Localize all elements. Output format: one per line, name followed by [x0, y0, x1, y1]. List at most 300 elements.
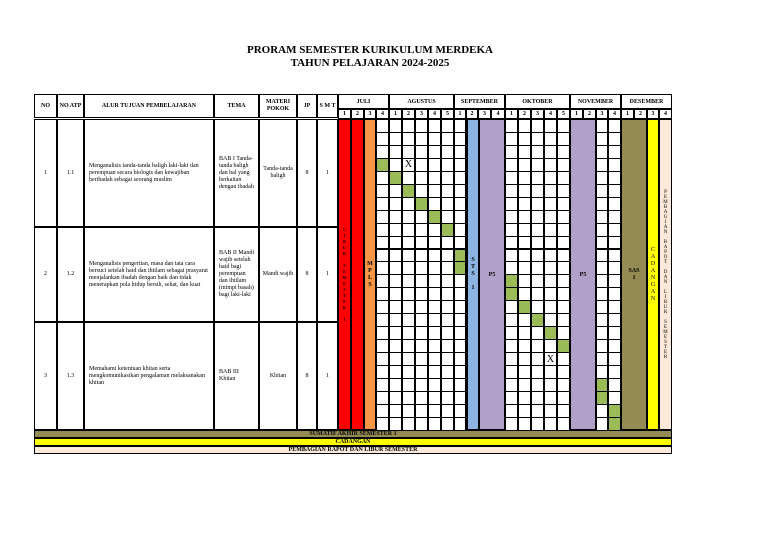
week-cell	[441, 145, 454, 159]
week-cell	[389, 171, 402, 185]
week-cell	[608, 171, 621, 185]
week-cell	[518, 352, 531, 366]
week-cell	[441, 171, 454, 185]
week-header-cell: 1	[570, 109, 583, 119]
week-cell	[608, 287, 621, 301]
row-1-smt: 1	[317, 119, 338, 227]
week-cell	[544, 236, 557, 250]
week-cell	[428, 249, 441, 263]
header-materi: MATERI POKOK	[259, 94, 297, 118]
week-cell	[428, 339, 441, 353]
week-cell	[376, 223, 389, 237]
week-cell	[376, 326, 389, 340]
pembagian-label: PEMBAGIAN RAPOT DAN LIBUR SEMESTER	[663, 189, 668, 360]
row-1-no: 1	[34, 119, 57, 227]
week-cell	[531, 184, 544, 198]
week-cell	[415, 236, 428, 250]
week-cell	[505, 261, 518, 275]
week-header-cell: 4	[428, 109, 441, 119]
week-cell	[557, 313, 570, 327]
week-cell	[544, 391, 557, 405]
week-cell	[518, 261, 531, 275]
week-cell	[608, 352, 621, 366]
footer-cadangan: CADANGAN	[34, 438, 672, 446]
week-cell	[518, 132, 531, 146]
week-cell	[596, 158, 608, 172]
week-cell	[608, 261, 621, 275]
week-cell	[518, 378, 531, 392]
week-cell	[531, 236, 544, 250]
week-cell	[544, 313, 557, 327]
week-cell	[596, 300, 608, 314]
week-cell	[402, 132, 415, 146]
week-cell	[376, 197, 389, 211]
week-cell	[376, 184, 389, 198]
week-cell	[428, 378, 441, 392]
week-cell	[389, 365, 402, 379]
week-cell	[505, 313, 518, 327]
week-cell	[441, 223, 454, 237]
week-cell	[531, 300, 544, 314]
week-cell	[596, 145, 608, 159]
week-cell	[596, 184, 608, 198]
week-header-cell: 1	[454, 109, 466, 119]
week-cell	[402, 300, 415, 314]
week-cell	[544, 158, 557, 172]
week-cell	[531, 132, 544, 146]
week-cell	[608, 184, 621, 198]
week-cell	[389, 145, 402, 159]
week-cell	[454, 210, 466, 224]
week-cell	[454, 417, 466, 431]
week-cell	[544, 287, 557, 301]
week-cell	[596, 313, 608, 327]
week-cell	[505, 326, 518, 340]
week-cell	[608, 300, 621, 314]
week-header-cell: 2	[518, 109, 531, 119]
month-september: SEPTEMBER	[454, 94, 505, 109]
p5-september-label: P5	[488, 271, 496, 278]
week-cell	[544, 132, 557, 146]
week-cell	[518, 300, 531, 314]
week-cell	[557, 391, 570, 405]
week-cell	[402, 391, 415, 405]
week-cell	[415, 158, 428, 172]
libur-semester-band-2	[351, 119, 364, 430]
week-cell	[596, 417, 608, 431]
row-2-tema: BAB II Mandi wajib setelah haid bagi perempuan dan ihtilam (mimpi basah) bagi laki-laki	[214, 227, 259, 322]
week-cell	[389, 158, 402, 172]
header-no: NO	[34, 94, 57, 118]
week-cell	[518, 223, 531, 237]
week-cell	[428, 404, 441, 418]
week-cell	[531, 210, 544, 224]
week-cell	[376, 352, 389, 366]
week-cell	[415, 352, 428, 366]
week-cell	[402, 145, 415, 159]
week-cell	[596, 119, 608, 133]
page-subtitle: TAHUN PELAJARAN 2024-2025	[290, 57, 450, 69]
week-cell	[608, 145, 621, 159]
week-cell	[428, 184, 441, 198]
week-cell	[441, 249, 454, 263]
week-cell	[518, 210, 531, 224]
week-cell	[557, 287, 570, 301]
week-cell	[454, 171, 466, 185]
week-cell	[376, 378, 389, 392]
week-cell	[454, 287, 466, 301]
week-cell	[608, 339, 621, 353]
week-header-cell: 1	[621, 109, 634, 119]
week-cell	[389, 313, 402, 327]
week-cell	[531, 223, 544, 237]
week-cell	[441, 132, 454, 146]
week-cell	[428, 274, 441, 288]
week-cell	[415, 365, 428, 379]
week-cell	[596, 171, 608, 185]
week-cell	[441, 326, 454, 340]
row-3-materi: Khitan	[259, 322, 297, 430]
week-cell	[505, 236, 518, 250]
week-header-cell: 4	[659, 109, 672, 119]
week-cell	[389, 417, 402, 431]
week-cell	[608, 378, 621, 392]
week-cell	[454, 365, 466, 379]
week-cell	[608, 313, 621, 327]
week-cell	[376, 391, 389, 405]
week-cell	[402, 274, 415, 288]
week-cell	[531, 417, 544, 431]
week-cell	[402, 223, 415, 237]
row-2-jp: 8	[297, 227, 317, 322]
week-cell	[376, 132, 389, 146]
week-cell	[518, 339, 531, 353]
week-cell	[518, 365, 531, 379]
week-cell	[454, 300, 466, 314]
week-cell	[415, 184, 428, 198]
week-cell	[596, 339, 608, 353]
week-header-cell: 3	[415, 109, 428, 119]
header-smt: S M T	[317, 94, 338, 118]
week-cell	[531, 197, 544, 211]
week-cell	[596, 261, 608, 275]
week-cell	[518, 184, 531, 198]
row-2-materi: Mandi wajib	[259, 227, 297, 322]
week-cell	[415, 417, 428, 431]
week-header-cell: 4	[608, 109, 621, 119]
row-2-atp: 1.2	[57, 227, 84, 322]
week-cell	[557, 365, 570, 379]
week-header-cell: 2	[402, 109, 415, 119]
week-cell	[402, 184, 415, 198]
week-cell	[505, 274, 518, 288]
week-cell	[454, 145, 466, 159]
week-header-cell: 1	[505, 109, 518, 119]
week-cell	[608, 158, 621, 172]
week-cell	[544, 365, 557, 379]
week-cell	[518, 197, 531, 211]
week-cell	[454, 313, 466, 327]
week-cell	[608, 326, 621, 340]
week-cell	[518, 249, 531, 263]
week-cell	[608, 236, 621, 250]
week-cell	[557, 378, 570, 392]
week-cell	[505, 365, 518, 379]
week-cell	[557, 404, 570, 418]
week-cell	[557, 417, 570, 431]
week-cell	[505, 417, 518, 431]
week-header-cell: 4	[376, 109, 389, 119]
week-cell	[402, 249, 415, 263]
week-cell	[596, 287, 608, 301]
week-cell	[389, 249, 402, 263]
week-cell	[505, 158, 518, 172]
week-cell	[389, 326, 402, 340]
row-1-materi: Tanda-tanda baligh	[259, 119, 297, 227]
week-cell	[505, 119, 518, 133]
week-cell	[441, 339, 454, 353]
week-cell	[454, 249, 466, 263]
week-cell	[415, 145, 428, 159]
week-cell	[531, 274, 544, 288]
week-cell	[518, 326, 531, 340]
week-cell	[505, 352, 518, 366]
week-cell	[608, 223, 621, 237]
week-cell	[454, 274, 466, 288]
sas-band	[621, 119, 647, 430]
week-cell	[402, 171, 415, 185]
week-cell	[389, 223, 402, 237]
week-header-cell: 5	[441, 109, 454, 119]
week-cell	[402, 378, 415, 392]
week-cell	[544, 339, 557, 353]
mpls-band	[364, 119, 376, 430]
week-cell	[389, 287, 402, 301]
month-oktober: OKTOBER	[505, 94, 570, 109]
week-cell	[441, 365, 454, 379]
week-cell	[596, 365, 608, 379]
week-cell	[557, 326, 570, 340]
week-cell	[531, 352, 544, 366]
row-3-smt: 1	[317, 322, 338, 430]
x-mark: X	[544, 352, 557, 366]
week-cell	[376, 261, 389, 275]
week-cell	[402, 352, 415, 366]
week-cell	[518, 236, 531, 250]
week-cell	[402, 326, 415, 340]
week-cell	[389, 391, 402, 405]
row-1-tema: BAB I Tanda-tanda baligh dan hal yang berkaitan dengan ibadah	[214, 119, 259, 227]
week-cell	[415, 313, 428, 327]
week-cell	[441, 300, 454, 314]
week-cell	[376, 171, 389, 185]
week-cell	[428, 197, 441, 211]
week-cell	[428, 210, 441, 224]
week-cell	[544, 119, 557, 133]
row-2-no: 2	[34, 227, 57, 322]
week-cell	[608, 391, 621, 405]
week-cell	[557, 249, 570, 263]
week-cell	[428, 261, 441, 275]
week-cell	[596, 404, 608, 418]
week-cell	[596, 223, 608, 237]
week-cell	[505, 339, 518, 353]
week-cell	[518, 145, 531, 159]
week-cell	[454, 261, 466, 275]
footer-sumatif: SUMATIF AKHIR SEMESTER 1	[34, 430, 672, 438]
week-cell	[505, 171, 518, 185]
week-cell	[505, 378, 518, 392]
week-cell	[389, 197, 402, 211]
week-cell	[389, 236, 402, 250]
week-cell	[415, 119, 428, 133]
libur-semester-label: LIBUR SEMESTER 1	[342, 226, 347, 323]
week-cell	[557, 223, 570, 237]
week-cell	[557, 132, 570, 146]
week-cell	[376, 119, 389, 133]
week-cell	[454, 197, 466, 211]
libur-semester-band	[338, 119, 351, 430]
week-cell	[531, 365, 544, 379]
row-1-alur: Menganalisis tanda-tanda baligh laki-laki dan perempuan secara biologis dan kewajiban beribadah sebagai seorang muslim	[84, 119, 214, 227]
p5-november-label: P5	[579, 271, 587, 278]
week-cell	[608, 417, 621, 431]
week-cell	[505, 145, 518, 159]
week-cell	[415, 326, 428, 340]
week-cell	[518, 119, 531, 133]
header-jp: JP	[297, 94, 317, 118]
week-cell	[596, 210, 608, 224]
week-cell	[531, 378, 544, 392]
week-cell	[454, 326, 466, 340]
week-cell	[402, 210, 415, 224]
week-cell	[376, 236, 389, 250]
week-cell	[441, 119, 454, 133]
week-cell	[389, 378, 402, 392]
cadangan-label: CADANGAN	[650, 246, 656, 303]
week-cell	[415, 300, 428, 314]
week-cell	[415, 378, 428, 392]
week-cell	[441, 197, 454, 211]
week-cell	[557, 274, 570, 288]
week-cell	[454, 404, 466, 418]
week-cell	[544, 261, 557, 275]
week-cell	[376, 339, 389, 353]
week-cell	[544, 145, 557, 159]
week-cell	[415, 171, 428, 185]
week-header-cell: 2	[634, 109, 647, 119]
week-cell	[608, 274, 621, 288]
week-cell	[505, 184, 518, 198]
week-cell	[441, 352, 454, 366]
week-cell	[544, 326, 557, 340]
week-cell	[531, 119, 544, 133]
week-cell	[596, 352, 608, 366]
week-cell	[402, 404, 415, 418]
week-cell	[544, 417, 557, 431]
week-cell	[402, 119, 415, 133]
week-cell	[415, 197, 428, 211]
week-cell	[389, 119, 402, 133]
week-cell	[402, 287, 415, 301]
week-cell	[557, 197, 570, 211]
week-cell	[441, 210, 454, 224]
month-agustus: AGUSTUS	[389, 94, 454, 109]
week-cell	[402, 417, 415, 431]
week-cell	[376, 313, 389, 327]
mpls-label: MPLS	[367, 260, 373, 289]
week-header-cell: 3	[531, 109, 544, 119]
week-header-cell: 3	[596, 109, 608, 119]
week-cell	[518, 313, 531, 327]
week-cell	[608, 249, 621, 263]
week-cell	[376, 300, 389, 314]
week-cell	[531, 171, 544, 185]
week-cell	[557, 171, 570, 185]
cadangan-band	[647, 119, 659, 430]
pembagian-band	[659, 119, 672, 430]
row-3-jp: 8	[297, 322, 317, 430]
week-cell	[428, 119, 441, 133]
week-cell	[557, 339, 570, 353]
week-cell	[389, 339, 402, 353]
row-2-smt: 1	[317, 227, 338, 322]
week-cell	[415, 132, 428, 146]
week-cell	[505, 300, 518, 314]
week-cell	[531, 261, 544, 275]
p5-september-band	[479, 119, 505, 430]
week-cell	[454, 378, 466, 392]
x-mark: X	[402, 158, 415, 172]
week-cell	[518, 171, 531, 185]
week-header-cell: 2	[583, 109, 596, 119]
week-header-cell: 2	[351, 109, 364, 119]
week-cell	[441, 158, 454, 172]
week-header-cell: 3	[647, 109, 659, 119]
week-cell	[428, 391, 441, 405]
week-cell	[428, 223, 441, 237]
row-3-atp: 1.3	[57, 322, 84, 430]
header-no-atp: NO ATP	[57, 94, 84, 118]
row-3-tema: BAB III Khitan	[214, 322, 259, 430]
week-cell	[428, 171, 441, 185]
week-cell	[557, 261, 570, 275]
week-cell	[544, 404, 557, 418]
week-cell	[608, 197, 621, 211]
week-header-cell: 1	[389, 109, 402, 119]
sts-label: STS 1	[470, 257, 476, 292]
week-cell	[402, 313, 415, 327]
week-cell	[376, 249, 389, 263]
week-cell	[544, 300, 557, 314]
week-cell	[428, 417, 441, 431]
week-header-cell: 1	[338, 109, 351, 119]
week-cell	[428, 313, 441, 327]
week-cell	[428, 365, 441, 379]
week-cell	[441, 236, 454, 250]
week-cell	[505, 249, 518, 263]
week-cell	[596, 326, 608, 340]
week-cell	[441, 287, 454, 301]
week-cell	[376, 158, 389, 172]
week-cell	[454, 352, 466, 366]
week-cell	[544, 184, 557, 198]
week-cell	[441, 261, 454, 275]
week-cell	[389, 210, 402, 224]
week-cell	[557, 352, 570, 366]
week-cell	[518, 417, 531, 431]
week-cell	[454, 132, 466, 146]
